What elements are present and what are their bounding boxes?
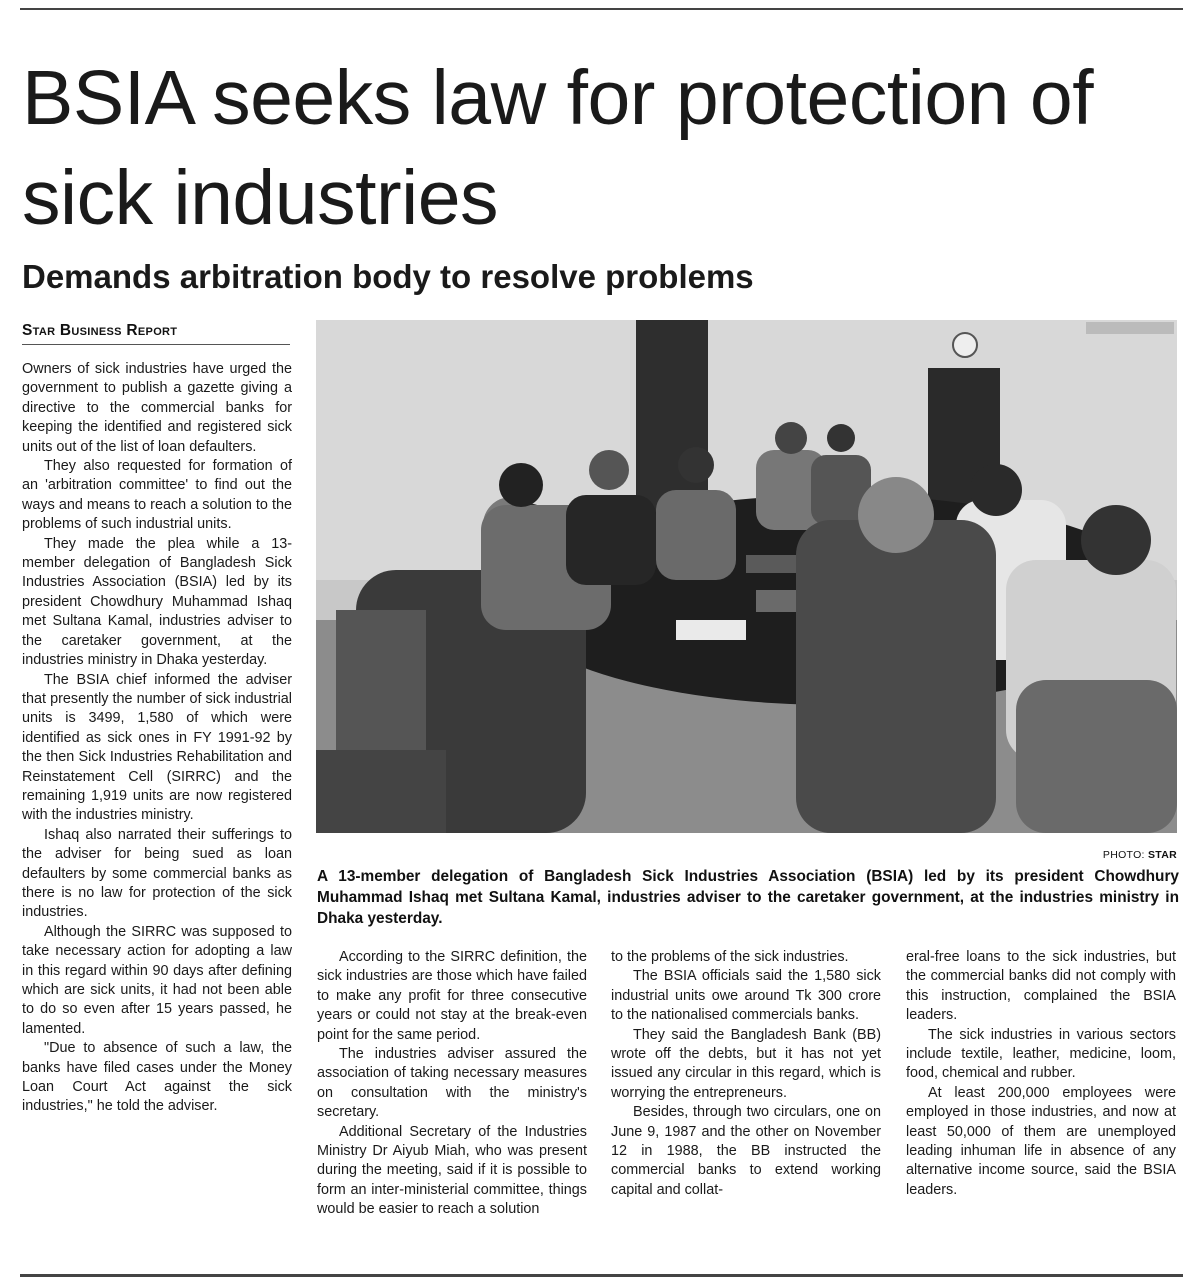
photo-credit	[900, 849, 1177, 861]
paragraph: At least 200,000 employees were employed in those industries, and now at least 50,000 of them are unemployed leading inhuman life in absence of any alternative income source, said the BSIA leaders.	[906, 1084, 1176, 1198]
paragraph: According to the SIRRC definition, the sick industries are those which have failed to make any profit for three consecutive years or could not stay at the break-even point for the same period.	[317, 949, 587, 1043]
paragraph: Owners of sick industries have urged the government to publish a gazette giving a directive to the commercial banks for keeping the identified and registered sick units out of the list of loan defaulters.	[22, 361, 292, 455]
photo-caption: A 13-member delegation of Bangladesh Sick Industries Association (BSIA) led by its president Chowdhury Muhammad Ishaq met Sultana Kamal, industries adviser to the caretaker government, at the industries ministry in Dhaka yesterday.	[317, 868, 1179, 927]
top-rule	[20, 8, 1183, 10]
paragraph: The BSIA chief informed the adviser that presently the number of sick industrial units is 3499, 1,580 of which were identified as sick ones in FY 1991-92 by the then Sick Industries Rehabilitation and Reinstatement Cell (SIRRC) and the remaining 1,919 units are now registered with the industries ministry.	[22, 671, 292, 824]
paragraph: to the problems of the sick industries.	[611, 949, 849, 965]
paragraph: They also requested for formation of an 'arbitration committee' to find out the ways and means to reach a solution to the problems of such industrial units.	[22, 458, 292, 533]
article-column-2	[317, 948, 587, 1220]
byline-rule	[22, 344, 290, 345]
article-column-1	[22, 360, 292, 1117]
paragraph: Additional Secretary of the Industries Ministry Dr Aiyub Miah, who was present during the meeting, said if it is possible to form an inter-ministerial committee, things would be easier to reach a solution	[317, 1123, 587, 1218]
paragraph: They said the Bangladesh Bank (BB) wrote off the debts, but it has not yet issued any circular in this regard, which is worrying the entrepreneurs.	[611, 1026, 881, 1101]
paragraph: The sick industries in various sectors include textile, leather, medicine, loom, food, chemical and rubber.	[906, 1026, 1176, 1082]
paragraph: The industries adviser assured the association of taking necessary measures on consultation with the ministry's secretary.	[317, 1046, 587, 1121]
photo-credit-label: PHOTO:	[1102, 849, 1148, 861]
paragraph: They made the plea while a 13-member delegation of Bangladesh Sick Industries Association (BSIA) led by its president Chowdhury Muhammad Ishaq met Sultana Kamal, industries adviser to the caretaker government, at the industries ministry in Dhaka yesterday.	[22, 535, 292, 669]
article-column-4	[906, 948, 1176, 1200]
paragraph: "Due to absence of such a law, the banks have filed cases under the Money Loan Court Act against the sick industries," he told the adviser.	[22, 1040, 292, 1115]
headline: BSIA seeks law for protection of sick industries	[22, 55, 1094, 241]
subheadline: Demands arbitration body to resolve problems	[22, 258, 754, 295]
byline: Star Business Report	[22, 322, 178, 339]
paragraph: Ishaq also narrated their sufferings to the adviser for being sued as loan defaulters by some commercial banks as there is no law for protection of the sick industries.	[22, 826, 292, 921]
paragraph: The BSIA officials said the 1,580 sick industrial units owe around Tk 300 crore to the nationalised commercials banks.	[611, 968, 881, 1024]
meeting-photo	[316, 320, 1177, 833]
bottom-rule	[20, 1274, 1183, 1277]
article-column-3	[611, 948, 881, 1200]
paragraph: Although the SIRRC was supposed to take necessary action for adopting a law in this regard within 90 days after defining which are sick units, it had not been able to do so even after 15 years passed, he lamented.	[22, 923, 292, 1037]
photo-credit-source: STAR	[1147, 849, 1177, 861]
paragraph: Besides, through two circulars, one on June 9, 1987 and the other on November 12 in 1988, the BB instructed the commercial banks to extend working capital and collat-	[611, 1104, 881, 1198]
paragraph: eral-free loans to the sick industries, but the commercial banks did not comply with this instruction, complained the BSIA leaders.	[906, 949, 1176, 1024]
